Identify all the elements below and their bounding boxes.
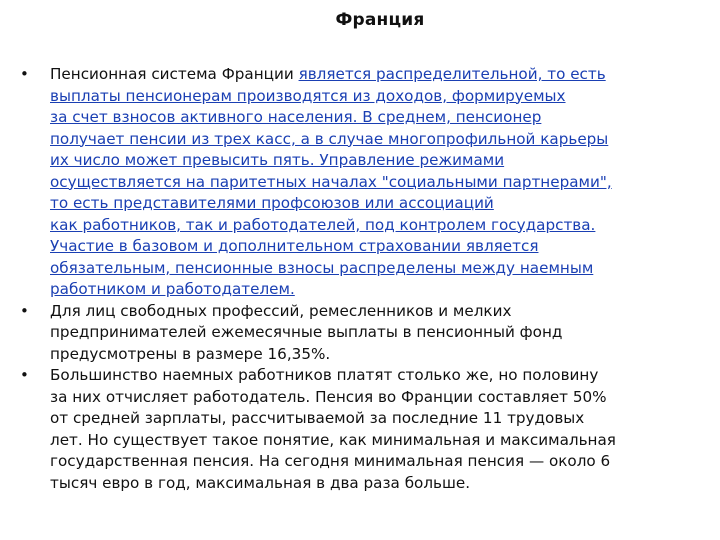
hyperlink-text[interactable]: то есть представителями профсоюзов или ассоциаций	[50, 194, 494, 212]
bullet-text	[50, 64, 710, 301]
bullet-line	[50, 64, 710, 86]
bullet-text	[50, 365, 710, 494]
plain-text: Пенсионная система Франции	[50, 65, 299, 83]
bullet-line: лет. Но существует такое понятие, как минимальная и максимальная	[50, 430, 616, 449]
hyperlink-text[interactable]: за счет взносов активного населения. В среднем, пенсионер	[50, 108, 542, 126]
hyperlink-line	[50, 215, 710, 237]
bullet-employees	[20, 365, 710, 494]
bullet-marker: •	[20, 65, 29, 83]
bullet-line: государственная пенсия. На сегодня минимальная пенсия — около 6	[50, 452, 611, 470]
hyperlink-line	[50, 107, 710, 129]
bullet-line: предусмотрены в размере 16,35%.	[50, 344, 331, 363]
bullet-line: тысяч евро в год, максимальная в два раза больше.	[50, 473, 471, 492]
hyperlink-text[interactable]: осуществляется на паритетных началах "социальными партнерами",	[50, 172, 612, 191]
hyperlink-line	[50, 258, 710, 280]
hyperlink-line	[50, 193, 710, 215]
hyperlink-text[interactable]: получает пенсии из трех касс, а в случае многопрофильной карьеры	[50, 129, 609, 148]
hyperlink-line	[50, 86, 710, 108]
hyperlink-text[interactable]: является распределительной, то есть	[298, 65, 606, 83]
bullet-pension-system	[20, 64, 710, 301]
bullet-line: предпринимателей ежемесячные выплаты в пенсионный фонд	[50, 323, 563, 341]
bullet-marker: •	[20, 366, 29, 384]
bullet-self-employed	[20, 301, 710, 366]
hyperlink-line	[50, 172, 710, 194]
bullet-line: Большинство наемных работников платят столько же, но половину	[50, 366, 599, 384]
bullet-line: за них отчисляет работодатель. Пенсия во Франции составляет 50%	[50, 387, 607, 406]
hyperlink-text[interactable]: как работников, так и работодателей, под контролем государства.	[50, 215, 596, 234]
slide-body	[20, 64, 710, 494]
hyperlink-line	[50, 129, 710, 151]
bullet-line: от средней зарплаты, рассчитываемой за последние 11 трудовых	[50, 409, 585, 427]
hyperlink-text[interactable]: выплаты пенсионерам производятся из доходов, формируемых	[50, 86, 566, 105]
hyperlink-text[interactable]: их число может превысить пять. Управление режимами	[50, 151, 505, 169]
bullet-line: Для лиц свободных профессий, ремесленников и мелких	[50, 301, 512, 320]
hyperlink-text[interactable]: Участие в базовом и дополнительном страховании является	[50, 237, 539, 255]
hyperlink-text[interactable]: обязательным, пенсионные взносы распределены между наемным	[50, 258, 594, 277]
slide-title: Франция	[335, 10, 425, 30]
hyperlink-line	[50, 236, 710, 258]
bullet-marker: •	[20, 301, 29, 320]
bullet-text	[50, 301, 710, 366]
hyperlink-line	[50, 279, 710, 301]
hyperlink-line	[50, 150, 710, 172]
hyperlink-text[interactable]: работником и работодателем.	[50, 280, 295, 298]
